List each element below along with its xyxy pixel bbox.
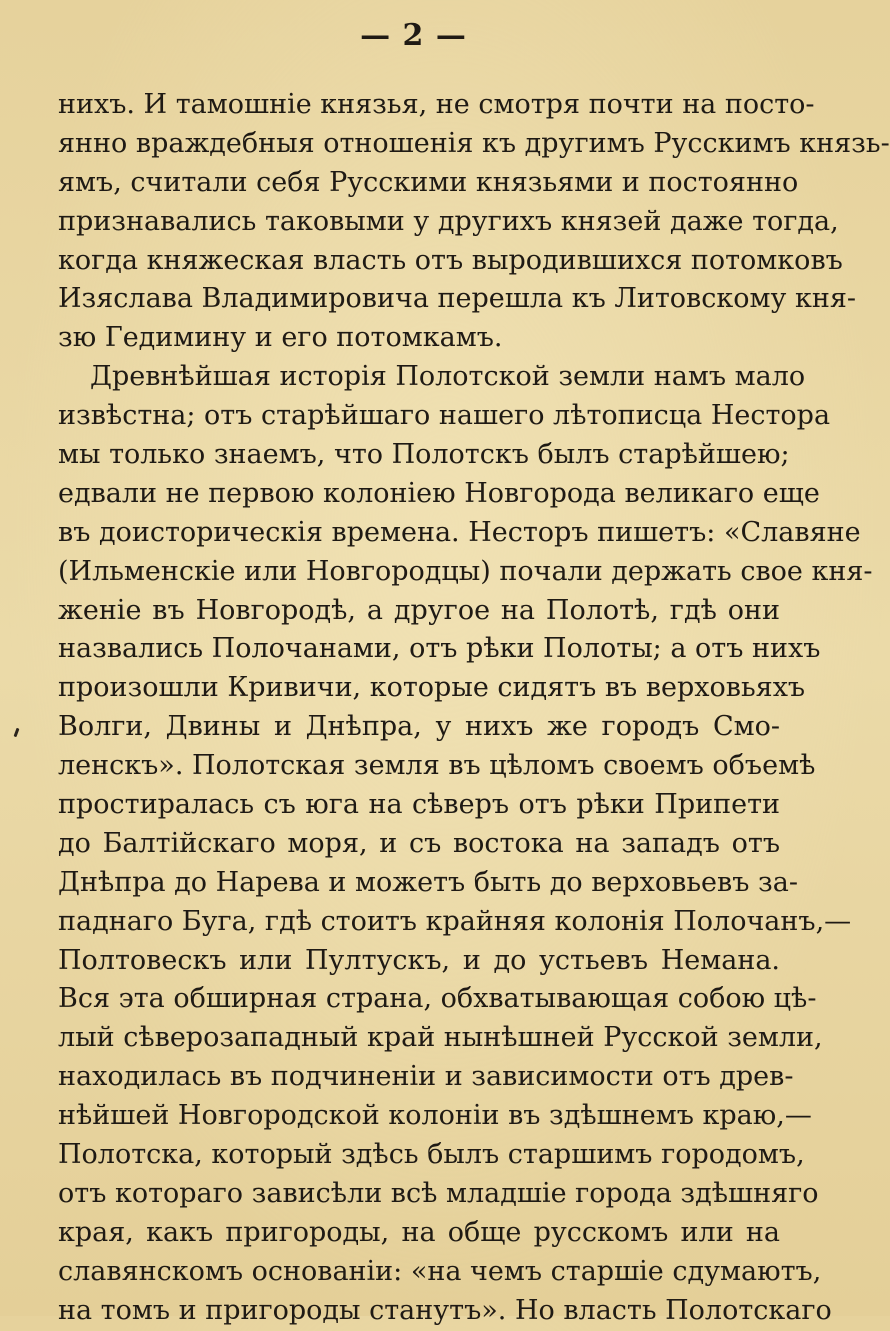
page-number: — 2 — [360, 18, 467, 53]
text-line: находилась въ подчиненіи и зависимости отъ древ- [58, 1061, 794, 1093]
text-line: паднаго Буга, гдѣ стоитъ крайняя колонія Полочанъ,— [58, 905, 852, 937]
text-line: лый сѣверозападный край нынѣшней Русской земли, [58, 1022, 823, 1054]
text-line: въ доисторическія времена. Несторъ пишетъ: «Славяне [58, 516, 861, 548]
paragraph-start-line: Древнѣйшая исторія Полотской земли намъ мало [90, 361, 806, 393]
text-line: мы только знаемъ, что Полотскъ былъ старѣйшею; [58, 439, 790, 471]
text-line: едвали не первою колоніею Новгорода великаго еще [58, 477, 820, 509]
text-line: когда княжеская власть отъ выродившихся потомковъ [58, 244, 843, 276]
text-line: Вся эта обширная страна, обхватывающая собою цѣ- [58, 983, 817, 1015]
text-line: Полотска, который здѣсь былъ старшимъ городомъ, [58, 1139, 805, 1171]
text-line: на томъ и пригороды станутъ». Но власть Полотскаго [58, 1294, 832, 1326]
text-line: простиралась съ юга на сѣверъ отъ рѣки Припети [58, 789, 780, 821]
text-line: произошли Кривичи, которые сидятъ въ верховьяхъ [58, 672, 806, 704]
paragraph-end-line: зю Гедимину и его потомкамъ. [58, 322, 503, 354]
text-line: отъ котораго зависѣли всѣ младшіе города здѣшняго [58, 1177, 819, 1209]
text-line: Волги, Двины и Днѣпра, у нихъ же городъ Смо- [58, 711, 780, 743]
text-line: до Балтійскаго моря, и съ востока на западъ отъ [58, 827, 780, 859]
text-line: нѣйшей Новгородской колоніи въ здѣшнемъ краю,— [58, 1100, 812, 1132]
text-line: признавались таковыми у другихъ князей даже тогда, [58, 205, 839, 237]
text-line: (Ильменскіе или Новгородцы) почали держать свое кня- [58, 555, 873, 587]
ink-mark [14, 728, 20, 737]
text-line: янно враждебныя отношенія къ другимъ Русскимъ князь- [58, 127, 890, 159]
body-text [58, 86, 890, 1331]
text-line: ямъ, считали себя Русскими князьями и постоянно [58, 166, 799, 198]
text-line: Днѣпра до Нарева и можетъ быть до верховьевъ за- [58, 866, 798, 898]
text-line: Изяслава Владимировича перешла къ Литовскому кня- [58, 283, 857, 315]
text-line: нихъ. И тамошніе князья, не смотря почти на посто- [58, 89, 815, 120]
text-line: славянскомъ основаніи: «на чемъ старшіе сдумаютъ, [58, 1255, 822, 1287]
text-line: назвались Полочанами, отъ рѣки Полоты; а отъ нихъ [58, 633, 821, 665]
text-line: извѣстна; отъ старѣйшаго нашего лѣтописца Нестора [58, 400, 831, 432]
text-line: края, какъ пригороды, на обще русскомъ или на [58, 1216, 780, 1248]
text-line: ленскъ». Полотская земля въ цѣломъ своемъ объемѣ [58, 750, 816, 782]
text-line: женіе въ Новгородѣ, а другое на Полотѣ, гдѣ они [58, 594, 780, 626]
text-line: Полтовескъ или Пултускъ, и до устьевъ Немана. [58, 944, 780, 976]
